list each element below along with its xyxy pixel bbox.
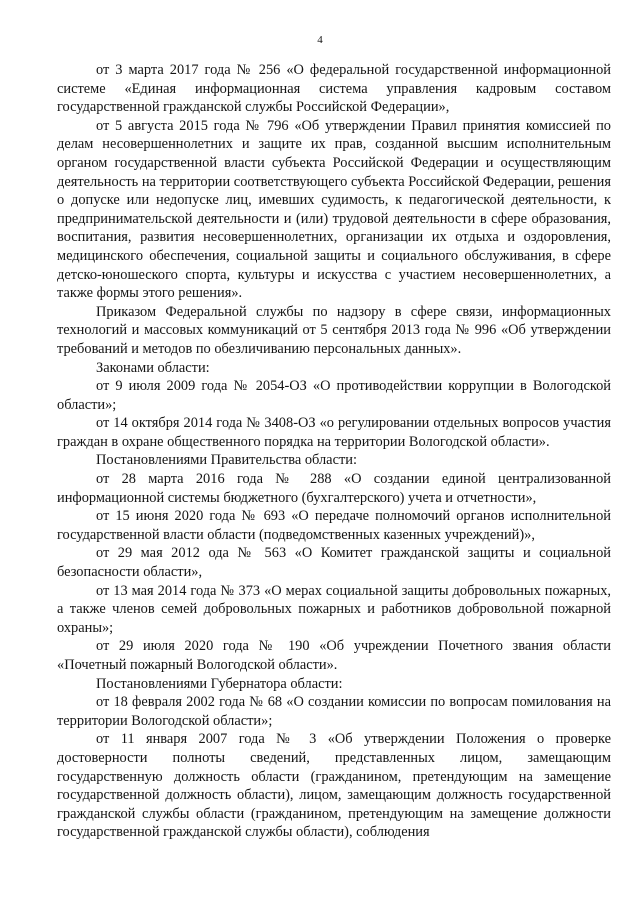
paragraph-15: от 11 января 2007 года № 3 «Об утверждении Положения о проверке достоверности полноты сведений, представленных лицом, замещающим государственную должность области (гражданином, претендующим на замещение государственной должность области), лицом, замещающим должность государственной гражданской службы области (гражданином, претендующим на замещение должности государственной гражданской службы области), соблюдения	[57, 731, 611, 841]
paragraph-14: от 18 февраля 2002 года № 68 «О создании комиссии по вопросам помилования на территории Вологодской области»;	[57, 694, 611, 729]
page-number: 4	[317, 34, 323, 46]
paragraph-13: Постановлениями Губернатора области:	[96, 675, 343, 692]
document-body	[57, 61, 611, 842]
paragraph-8: от 28 марта 2016 года № 288 «О создании единой централизованной информационной системы бюджетного (бухгалтерского) учета и отчетности»,	[57, 471, 611, 506]
paragraph-2: от 5 августа 2015 года № 796 «Об утверждении Правил принятия комиссией по делам несовершеннолетних и защите их прав, созданной высшим исполнительным органом государственной власти субъекта Российской Федерации и осуществляющим деятельность на территории соответствующего субъекта Российской Федерации, решения о допуске или недопуске лиц, имевших судимость, к педагогической деятельности, к предпринимательской деятельности и (или) трудовой деятельности в сфере образования, воспитания, развития несовершеннолетних, организации их отдыха и оздоровления, медицинского обеспечения, социальной защиты и социального обслуживания, в сфере детско-юношеского спорта, культуры и искусства с участием несовершеннолетних, а также формы этого решения».	[57, 117, 611, 302]
paragraph-5: от 9 июля 2009 года № 2054-ОЗ «О противодействии коррупции в Вологодской области»;	[57, 378, 611, 413]
paragraph-1: от 3 марта 2017 года № 256 «О федеральной государственной информационной системе «Единая информационная система управления кадровым составом государственной гражданской службы Российской Федерации»,	[57, 62, 611, 116]
paragraph-7: Постановлениями Правительства области:	[96, 452, 357, 469]
paragraph-11: от 13 мая 2014 года № 373 «О мерах социальной защиты добровольных пожарных, а также членов семей добровольных пожарных и работников добровольной пожарной охраны»;	[57, 582, 611, 636]
paragraph-6: от 14 октября 2014 года № 3408-ОЗ «о регулировании отдельных вопросов участия граждан в охране общественного порядка на территории Вологодской области».	[57, 415, 611, 450]
paragraph-12: от 29 июля 2020 года № 190 «Об учреждении Почетного звания области «Почетный пожарный Вологодской области».	[57, 638, 611, 673]
paragraph-3: Приказом Федеральной службы по надзору в сфере связи, информационных технологий и массовых коммуникаций от 5 сентября 2013 года № 996 «Об утверждении требований и методов по обезличиванию персональных данных».	[57, 303, 611, 357]
paragraph-9: от 15 июня 2020 года № 693 «О передаче полномочий органов исполнительной государственной власти области (подведомственных казенных учреждений)»,	[57, 508, 611, 543]
paragraph-10: от 29 мая 2012 ода № 563 «О Комитет гражданской защиты и социальной безопасности области»,	[57, 545, 611, 581]
paragraph-4: Законами области:	[96, 359, 210, 376]
